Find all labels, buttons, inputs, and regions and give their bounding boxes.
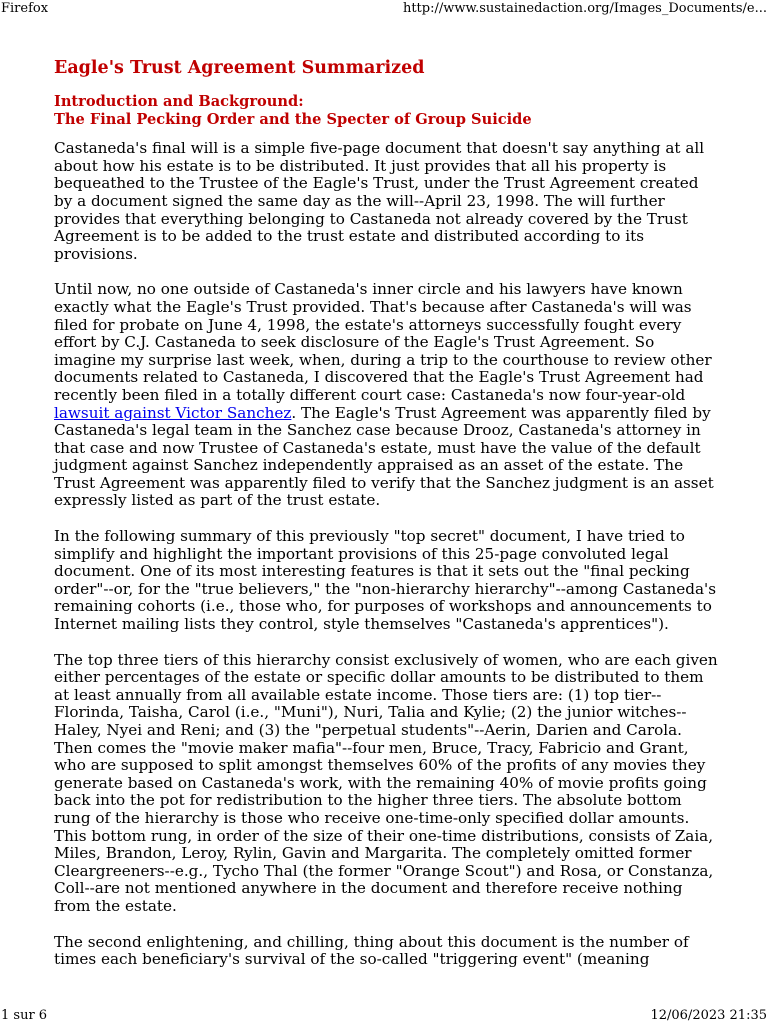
page-url: http://www.sustainedaction.org/Images_Documents/e... [402,1,767,16]
article [54,56,718,987]
print-footer [0,1007,768,1024]
paragraph-5: The second enlightening, and chilling, thing about this document is the number of times each beneficiary's survival of the so-called "triggering event" (meaning [54,932,689,969]
section-heading-line-2: The Final Pecking Order and the Specter of Group Suicide [54,110,532,128]
page-number: 1 sur 6 [1,1008,48,1023]
browser-name: Firefox [1,1,49,16]
paragraph-2-text-b: . The Eagle's Trust Agreement was apparently filed by Castaneda's legal team in the Sanchez case because Drooz, Castaneda's attorney in that case and now Trustee of Castaneda's estate, must have the value of the default judgment against Sanchez independently appraised as an asset of the estate. The Trust Agreement was apparently filed to verify that the Sanchez judgment is an asset expressly listed as part of the trust estate. [54,403,714,510]
section-heading [54,93,718,128]
paragraph-2-text-a: Until now, no one outside of Castaneda's inner circle and his lawyers have known exactly what the Eagle's Trust provided. That's because after Castaneda's will was filed for probate on June 4, 1998, the estate's attorneys successfully fought every effort by C.J. Castaneda to seek disclosure of the Eagle's Trust Agreement. So imagine my surprise last week, when, during a trip to the courthouse to review other documents related to Castaneda, I discovered that the Eagle's Trust Agreement had recently been filed in a totally different court case: Castaneda's now four-year-old [54,280,712,404]
print-header [0,0,768,20]
section-heading-line-1: Introduction and Background: [54,93,304,110]
paragraph-2 [54,281,718,510]
paragraph-3: In the following summary of this previously "top secret" document, I have tried to simplify and highlight the important provisions of this 25-page convoluted legal document. One of its most interesting features is that it sets out the "final pecking order"--or, for the "true believers," the "non-hierarchy hierarchy"--among Castaneda's remaining cohorts (i.e., those who, for purposes of workshops and announcements to Internet mailing lists they control, style themselves "Castaneda's apprentices"). [54,527,716,634]
print-datetime: 12/06/2023 21:35 [650,1008,767,1023]
paragraph-4: The top three tiers of this hierarchy consist exclusively of women, who are each given either percentages of the estate or specific dollar amounts to be distributed to them at least annually from all available estate income. Those tiers are: (1) top tier--Florinda, Taisha, Carol (i.e., "Muni"), Nuri, Talia and Kylie; (2) the junior witches--Haley, Nyei and Reni; and (3) the "perpetual students"--Aerin, Darien and Carola. Then comes the "movie maker mafia"--four men, Bruce, Tracy, Fabricio and Grant, who are supposed to split amongst themselves 60% of the profits of any movies they generate based on Castaneda's work, with the remaining 40% of movie profits going back into the pot for redistribution to the higher three tiers. The absolute bottom rung of the hierarchy is those who receive one-time-only specified dollar amounts. This bottom rung, in order of the size of their one-time distributions, consists of Zaia, Miles, Brandon, Leroy, Rylin, Gavin and Margarita. The completely omitted former Cleargreeners--e.g., Tycho Thal (the former "Orange Scout") and Rosa, or Constanza, Coll--are not mentioned anywhere in the document and therefore receive nothing from the estate. [54,650,718,915]
paragraph-1: Castaneda's final will is a simple five-page document that doesn't say anything at all about how his estate is to be distributed. It just provides that all his property is bequeathed to the Trustee of the Eagle's Trust, under the Trust Agreement created by a document signed the same day as the will--April 23, 1998. The will further provides that everything belonging to Castaneda not already covered by the Trust Agreement is to be added to the trust estate and distributed according to its provisions. [54,139,705,263]
sanchez-lawsuit-link[interactable]: lawsuit against Victor Sanchez [54,403,292,422]
article-title: Eagle's Trust Agreement Summarized [54,58,425,78]
